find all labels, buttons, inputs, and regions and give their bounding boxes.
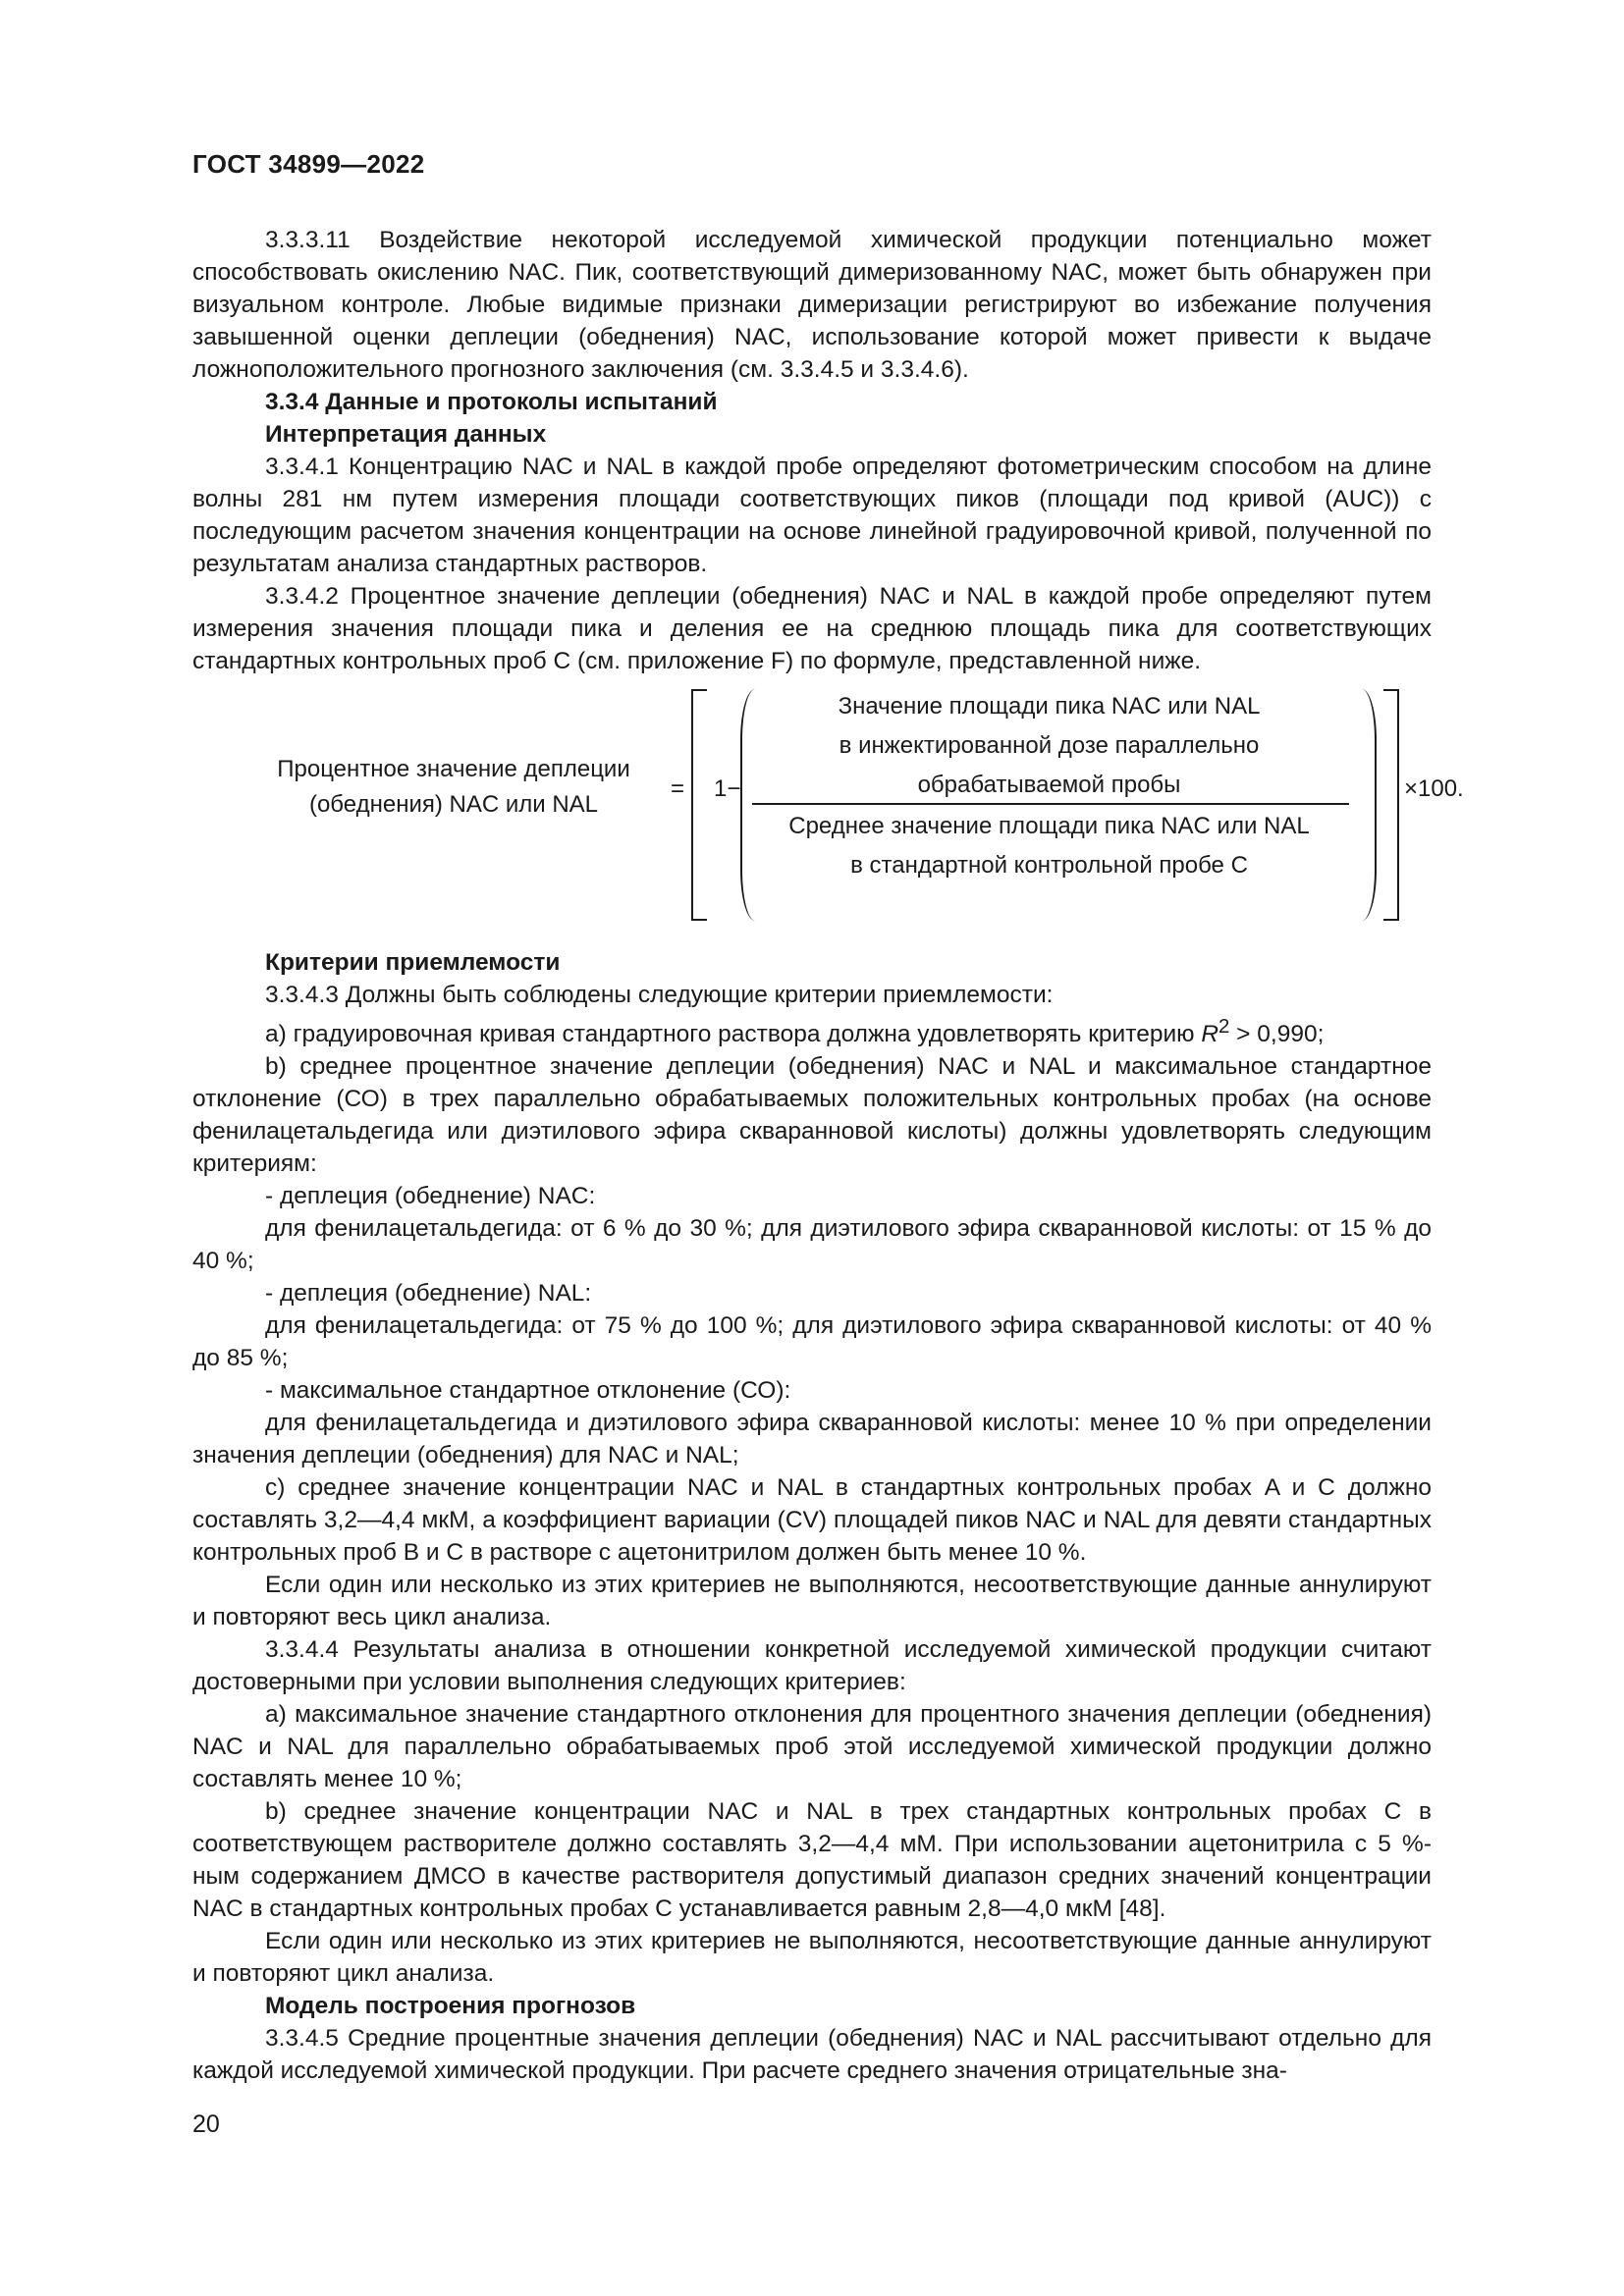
page-number: 20 <box>192 2110 220 2138</box>
formula-times-100: ×100. <box>1404 775 1464 802</box>
nal-depletion-ranges: для фенилацетальдегида: от 75 % до 100 %; для диэтилового эфира скваранновой кислоты: от 40 % до 85 %; <box>192 1312 1432 1372</box>
formula-lhs-line-1: Процентное значение деплеции <box>277 756 630 782</box>
list-item-nac-depletion: - деплеция (обеднение) NAC: <box>265 1183 596 1210</box>
paragraph-3-3-3-11: 3.3.3.11 Воздействие некоторой исследуемой химической продукции потенциально может способствовать окислению NAC. Пик, соответствующий димеризованному NAC, может быть обнаружен при визуальном контроле. Любые видимые признаки димеризации регистрируют во избежание получения завышенной оценки деплеции (обеднения) NAC, использование которой может привести к выдаче ложноположительного прогнозного заключения (см. 3.3.4.5 и 3.3.4.6). <box>192 227 1432 383</box>
list-item-max-sd: - максимальное стандартное отклонение (СО): <box>265 1377 791 1405</box>
paragraph-3-3-4-5: 3.3.4.5 Средние процентные значения деплеции (обеднения) NAC и NAL рассчитывают отдельно для каждой исследуемой химической продукции. При расчете среднего значения отрицательные зна- <box>192 2025 1432 2085</box>
formula-lhs <box>238 752 670 823</box>
list-item-nal-depletion: - деплеция (обеднение) NAL: <box>265 1280 592 1308</box>
criterion-c: c) среднее значение концентрации NAC и NAL в стандартных контрольных пробах A и C должно составлять 3,2—4,4 мкМ, а коэффициент вариации (CV) площадей пиков NAC и NAL для девяти стандартных контрольных проб B и C в растворе с ацетонитрилом должен быть менее 10 %. <box>192 1474 1432 1567</box>
paragraph-3-3-4-2: 3.3.4.2 Процентное значение деплеции (обеднения) NAC и NAL в каждой пробе определяют путем измерения значения площади пика и деления ее на среднюю площадь пика для соответствующих стандартных контрольных проб C (см. приложение F) по формуле, представленной ниже. <box>192 583 1432 674</box>
page-body <box>192 224 1464 2087</box>
paragraph-3-3-4-4: 3.3.4.4 Результаты анализа в отношении конкретной исследуемой химической продукции считают достоверными при условии выполнения следующих критериев: <box>192 1636 1432 1696</box>
paragraph-3-3-4-3: 3.3.4.3 Должны быть соблюдены следующие критерии приемлемости: <box>265 982 1054 1008</box>
formula-left-bracket <box>691 689 707 921</box>
document-header: ГОСТ 34899—2022 <box>192 149 425 179</box>
formula-denominator-line-2: в стандартной контрольной пробе C <box>850 852 1248 879</box>
formula-numerator-line-3: обрабатываемой пробы <box>917 772 1181 798</box>
paragraph-annul-full-cycle: Если один или несколько из этих критериев не выполняются, несоответствующие данные аннулируют и повторяют весь цикл анализа. <box>192 1572 1432 1631</box>
formula-numerator <box>747 687 1351 805</box>
max-sd-text: для фенилацетальдегида и диэтилового эфира скваранновой кислоты: менее 10 % при определении значения деплеции (обеднения) для NAC и NAL; <box>192 1410 1432 1469</box>
formula-numerator-line-2: в инжектированной дозе параллельно <box>839 732 1260 759</box>
criterion-b: b) среднее процентное значение деплеции (обеднения) NAC и NAL и максимальное стандартное отклонение (СО) в трех параллельно обрабатываемых положительных контрольных пробах (на основе фенилацетальдегида или диэтилового эфира скваранновой кислоты) должны удовлетворять следующим критериям: <box>192 1053 1432 1178</box>
formula-right-bracket <box>1383 689 1399 921</box>
criterion-4-a: а) максимальное значение стандартного отклонения для процентного значения деплеции (обеднения) NAC и NAL для параллельно обрабатываемых проб этой исследуемой химической продукции должно составлять менее 10 %; <box>192 1701 1432 1793</box>
section-heading-3-3-4: 3.3.4 Данные и протоколы испытаний <box>265 389 718 415</box>
subheading-data-interpretation: Интерпретация данных <box>265 421 547 448</box>
formula-equals-sign: = <box>671 775 685 802</box>
formula-one-minus: 1− <box>714 775 741 802</box>
criterion-a-variable: R <box>1201 1021 1219 1048</box>
formula-denominator-line-1: Среднее значение площади пика NAC или NAL <box>788 813 1310 839</box>
formula-fraction-bar <box>752 803 1349 805</box>
subheading-prediction-model: Модель построения прогнозов <box>265 1993 636 2020</box>
subheading-acceptance-criteria: Критерии приемлемости <box>265 949 561 976</box>
formula-right-paren <box>1347 689 1377 921</box>
formula-lhs-line-2: (обеднения) NAC или NAL <box>308 791 599 818</box>
depletion-formula <box>192 681 1464 929</box>
criterion-4-b: b) среднее значение концентрации NAC и NAL в трех стандартных контрольных пробах C в соответствующем растворителе должно составлять 3,2—4,4 мМ. При использовании ацетонитрила с 5 %-ным содержанием ДМСО в качестве растворителя допустимый диапазон средних значений концентрации NAC в стандартных контрольных пробах C устанавливается равным 2,8—4,0 мкМ [48]. <box>192 1798 1432 1923</box>
formula-denominator <box>747 807 1351 885</box>
criterion-a-text: а) градуировочная кривая стандартного раствора должна удовлетворять критерию <box>265 1021 1202 1048</box>
nac-depletion-ranges: для фенилацетальдегида: от 6 % до 30 %; для диэтилового эфира скваранновой кислоты: от 15 % до 40 %; <box>192 1215 1432 1275</box>
criterion-a-threshold: > 0,990; <box>1229 1021 1325 1048</box>
criterion-a <box>192 1011 1432 1050</box>
criterion-a-exponent: 2 <box>1218 1016 1230 1038</box>
paragraph-3-3-4-1: 3.3.4.1 Концентрацию NAC и NAL в каждой пробе определяют фотометрическим способом на длине волны 281 нм путем измерения площади соответствующих пиков (площади под кривой (AUC)) с последующим расчетом значения концентрации на основе линейной градуировочной кривой, полученной по результатам анализа стандартных растворов. <box>192 454 1432 577</box>
paragraph-annul-cycle: Если один или несколько из этих критериев не выполняются, несоответствующие данные аннулируют и повторяют цикл анализа. <box>192 1928 1432 1988</box>
formula-numerator-line-1: Значение площади пика NAC или NAL <box>838 693 1261 720</box>
